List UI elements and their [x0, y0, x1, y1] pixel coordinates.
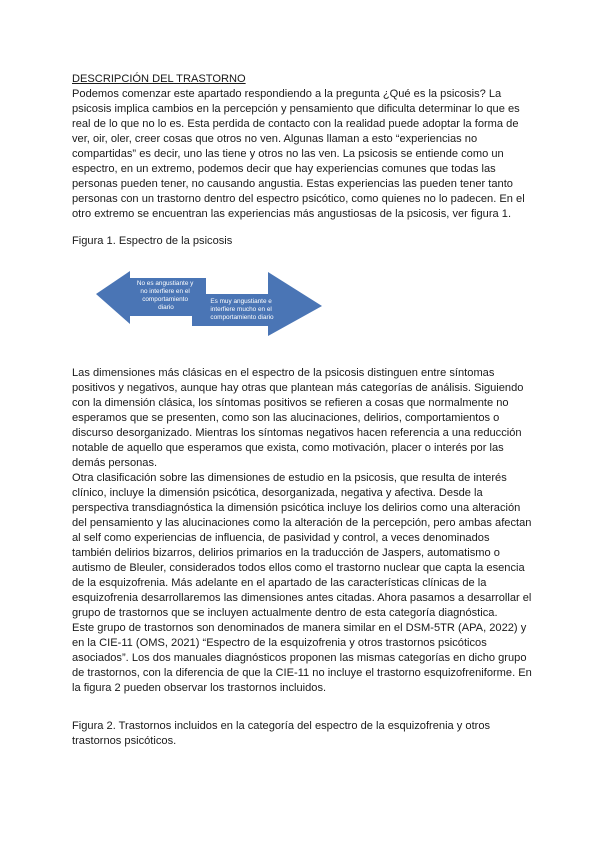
figure-1-caption: Figura 1. Espectro de la psicosis: [72, 235, 233, 247]
spectrum-arrows-svg: [96, 270, 322, 336]
left-arrow-label: No es angustiante y no interfiere en el comportamiento diario: [136, 280, 194, 311]
figure-1-spectrum-diagram: [96, 270, 322, 336]
figure-2-caption: Figura 2. Trastornos incluidos en la categoría del espectro de la esquizofrenia y otros trastornos psicóticos.: [72, 720, 491, 747]
intro-section: [72, 72, 532, 222]
dimensions-section: [72, 366, 532, 696]
paragraph-psicosis-definition: Podemos comenzar este apartado respondiendo a la pregunta ¿Qué es la psicosis? La psicosis implica cambios en la percepción y pensamiento que dificulta determinar lo que es real de lo que no lo es. Esta perdida de contacto con la realidad puede adoptar la forma de ver, oir, oler, creer cosas que otros no ven. Algunas llaman a esto “experiencias no compartidas” es decir, uno las tiene y otros no las ven. La psicosis se entiende como un espectro, en un extremo, podemos decir que hay experiencias comunes que todas las personas pueden tener, no causando angustia. Estas experiencias las pueden tener tanto personas con un trastorno dentro del espectro psicótico, como quienes no lo padecen. En el otro extremo se encuentran las experiencias más angustiosas de la psicosis, ver figura 1.: [72, 88, 525, 220]
paragraph-classic-dimensions: Las dimensiones más clásicas en el espectro de la psicosis distinguen entre síntomas positivos y negativos, aunque hay otras que plantean más categorías de análisis. Siguiendo con la dimensión clásica, los síntomas positivos se refieren a cosas que normalmente no esperamos que se presenten, como son las alucinaciones, delirios, comportamientos o discurso desorganizado. Mientras los síntomas negativos hacen referencia a una reducción notable de aquello que esperamos que exista, como motivación, placer o interés por las demás personas.: [72, 367, 524, 469]
paragraph-dsm-cie: Este grupo de trastornos son denominados de manera similar en el DSM-5TR (APA, 2022) y en la CIE-11 (OMS, 2021) “Espectro de la esquizofrenia y otros trastornos psicóticos asociados”. Los dos manuales diagnósticos proponen las mismas categorías en dicho grupo de trastornos, con la diferencia de que la CIE-11 no incluye el trastorno esquizofreniforme. En la figura 2 pueden observar los trastornos incluidos.: [72, 622, 532, 694]
paragraph-clinical-dimensions: Otra clasificación sobre las dimensiones de estudio en la psicosis, que resulta de interés clínico, incluye la dimensión psicótica, desorganizada, negativa y afectiva. Desde la perspectiva transdiagnóstica la dimensión psicótica incluye los delirios como una alteración del pensamiento y las alucinaciones como la alteración de la percepción, pero ambas afectan al self como experiencias de influencia, de pasividad y control, a veces denominados también delirios bizarros, delirios primarios en la traducción de Jaspers, automatismo o autismo de Bleuler, considerados todos ellos como el trastorno nuclear que capta la esencia de la esquizofrenia. Más adelante en el apartado de las características clínicas de la esquizofrenia desarrollaremos las dimensiones antes citadas. Ahora pasamos a desarrollar el grupo de trastornos que se incluyen actualmente dentro de esta categoría diagnóstica.: [72, 472, 532, 619]
section-heading: DESCRIPCIÓN DEL TRASTORNO: [72, 73, 246, 85]
right-arrow-label: Es muy angustiante e interfiere mucho en el comportamiento diario: [210, 298, 274, 321]
